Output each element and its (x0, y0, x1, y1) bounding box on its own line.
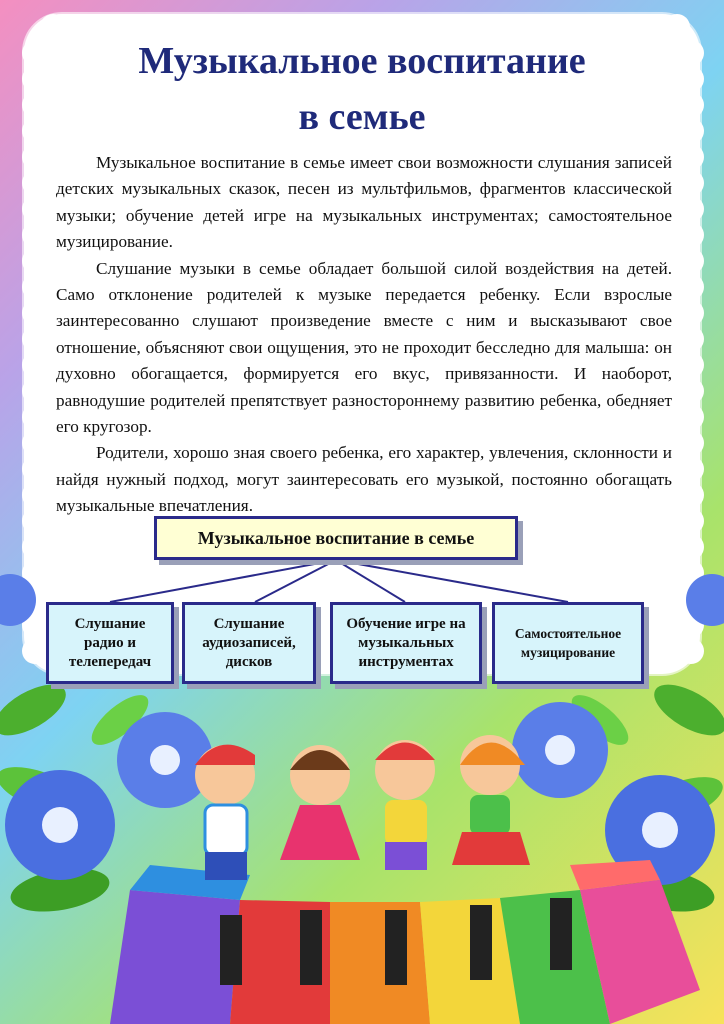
scallop-dot (678, 248, 704, 274)
scallop-dot (22, 196, 48, 222)
scallop-dot (22, 222, 48, 248)
scallop-dot (678, 352, 704, 378)
scallop-dot (22, 456, 48, 482)
scallop-dot (22, 534, 48, 560)
scallop-dot (22, 170, 48, 196)
diagram-leaf-audio-discs: Слушание аудиозаписей, дисков (182, 602, 316, 684)
scallop-dot (678, 326, 704, 352)
scallop-dot (22, 508, 48, 534)
page-title-line-1: Музыкальное воспитание (138, 40, 586, 82)
scallop-dot (678, 378, 704, 404)
paragraph-1: Музыкальное воспитание в семье имеет свои возможности слушания записей детских музыкальных сказок, песен из мультфильмов, фрагментов классической музыки; обучение детей игре на музыкальных инструментах; самостоятельное музицирование. (56, 153, 672, 252)
scallop-dot (22, 482, 48, 508)
page-title-line-2: в семье (298, 96, 426, 138)
paragraph-2: Слушание музыки в семье обладает большой силой воздействия на детей. Само отклонение родителей к музыке передается ребенку. Если взрослые заинтересованно слушают произведение вместе с ним и высказывают свое отношение, объясняют свои ощущения, это не проходит бесследно для малыша: он духовно обогащается, формируется его вкус, привязанности. И наоборот, равнодушие родителей препятствует разностороннему развитию ребенка, обедняет его кругозор. (56, 258, 672, 437)
scallop-dot (22, 378, 48, 404)
scallop-dot (22, 404, 48, 430)
scallop-dot (678, 300, 704, 326)
scallop-dot (22, 248, 48, 274)
scallop-dot (678, 404, 704, 430)
scallop-dot (678, 456, 704, 482)
scallop-dot (678, 196, 704, 222)
scallop-dot (22, 326, 48, 352)
scallop-dot (678, 274, 704, 300)
scallop-dot (22, 430, 48, 456)
scallop-dot (678, 430, 704, 456)
diagram-root-box: Музыкальное воспитание в семье (154, 516, 518, 560)
scallop-dot (678, 508, 704, 534)
scallop-dot (678, 482, 704, 508)
scallop-dot (22, 300, 48, 326)
scallop-dot (678, 222, 704, 248)
scallop-dot (22, 352, 48, 378)
scallop-dot (678, 144, 704, 170)
rainbow-piano-keys (110, 860, 700, 1024)
scallop-dot (678, 534, 704, 560)
diagram-leaf-self-music: Самостоятельное музицирование (492, 602, 644, 684)
scallop-dot (22, 274, 48, 300)
dancing-children (195, 735, 530, 880)
paragraph-3: Родители, хорошо зная своего ребенка, его характер, увлечения, склонности и найдя нужный подход, могут заинтересовать его музыкой, постоянно обогащать музыкальные впечатления. (56, 443, 672, 516)
diagram-leaf-instruments: Обучение игре на музыкальных инструментах (330, 602, 482, 684)
scallop-dot (22, 144, 48, 170)
article-body (56, 150, 672, 520)
diagram-leaf-radio-tv: Слушание радио и телепередач (46, 602, 174, 684)
scallop-dot (678, 170, 704, 196)
